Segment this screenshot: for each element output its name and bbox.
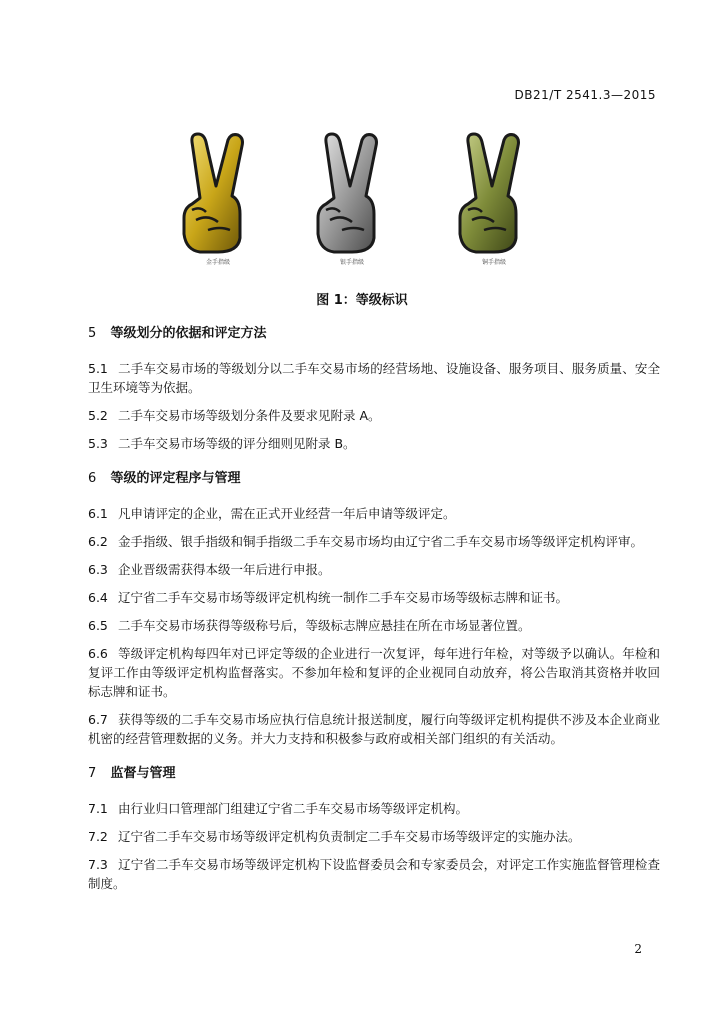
section-title: 监督与管理 — [110, 766, 176, 781]
clause — [88, 799, 660, 818]
clause-text: 凡申请评定的企业，需在正式开业经营一年后申请等级评定。 — [118, 506, 456, 521]
clause-text: 辽宁省二手车交易市场等级评定机构统一制作二手车交易市场等级标志牌和证书。 — [118, 590, 569, 605]
page-number: 2 — [634, 942, 642, 956]
section-heading — [88, 325, 660, 343]
silver-finger-emblem — [312, 130, 392, 270]
section-heading — [88, 765, 660, 783]
clause-number: 5.2 — [88, 408, 108, 423]
clause — [88, 532, 660, 551]
emblem-caption: 金手指级 — [205, 259, 230, 266]
grade-emblems-figure — [0, 130, 724, 280]
document-code: DB21/T 2541.3—2015 — [514, 88, 656, 102]
clause — [88, 827, 660, 846]
clause-number: 6.7 — [88, 712, 108, 727]
clause — [88, 644, 660, 701]
clause-text: 二手车交易市场等级划分条件及要求见附录 A。 — [118, 408, 381, 423]
clause-number: 6.2 — [88, 534, 108, 549]
clause-number: 5.1 — [88, 361, 108, 376]
clause-number: 7.2 — [88, 829, 108, 844]
bronze-finger-emblem — [454, 130, 534, 270]
clause-text: 辽宁省二手车交易市场等级评定机构负责制定二手车交易市场等级评定的实施办法。 — [118, 829, 581, 844]
clause-number: 7.1 — [88, 801, 108, 816]
gold-finger-emblem — [178, 130, 258, 270]
clause-number: 5.3 — [88, 436, 108, 451]
victory-hand-icon — [178, 130, 258, 255]
clause-text: 由行业归口管理部门组建辽宁省二手车交易市场等级评定机构。 — [118, 801, 469, 816]
emblem-caption: 铜手指级 — [481, 259, 506, 266]
clause — [88, 359, 660, 397]
victory-hand-icon — [312, 130, 392, 255]
clause — [88, 406, 660, 425]
figure-caption: 图 1：等级标识 — [316, 293, 408, 308]
clause — [88, 855, 660, 893]
clause-number: 6.1 — [88, 506, 108, 521]
clause-number: 6.5 — [88, 618, 108, 633]
clause-text: 企业晋级需获得本级一年后进行申报。 — [118, 562, 331, 577]
clause — [88, 588, 660, 607]
document-body — [88, 325, 660, 902]
victory-hand-icon — [454, 130, 534, 255]
clause-text: 辽宁省二手车交易市场等级评定机构下设监督委员会和专家委员会，对评定工作实施监督管理检查制度。 — [88, 857, 660, 891]
emblem-caption: 银手指级 — [339, 259, 364, 266]
section-number: 5 — [88, 326, 97, 341]
section-title: 等级的评定程序与管理 — [110, 471, 241, 486]
clause-text: 等级评定机构每四年对已评定等级的企业进行一次复评，每年进行年检，对等级予以确认。年检和复评工作由等级评定机构监督落实。不参加年检和复评的企业视同自动放弃，将公告取消其资格并收回标志牌和证书。 — [88, 646, 660, 699]
clause — [88, 434, 660, 453]
clause-number: 6.3 — [88, 562, 108, 577]
clause — [88, 710, 660, 748]
section-number: 6 — [88, 471, 97, 486]
clause-number: 6.6 — [88, 646, 108, 661]
clause — [88, 616, 660, 635]
clause-number: 6.4 — [88, 590, 108, 605]
clause-text: 二手车交易市场获得等级称号后，等级标志牌应悬挂在所在市场显著位置。 — [118, 618, 531, 633]
section-heading — [88, 470, 660, 488]
clause-text: 二手车交易市场等级的评分细则见附录 B。 — [118, 436, 356, 451]
clause-text: 获得等级的二手车交易市场应执行信息统计报送制度，履行向等级评定机构提供不涉及本企业商业机密的经营管理数据的义务。并大力支持和积极参与政府或相关部门组织的有关活动。 — [88, 712, 660, 746]
clause — [88, 560, 660, 579]
section-title: 等级划分的依据和评定方法 — [110, 326, 267, 341]
section-number: 7 — [88, 766, 97, 781]
clause-number: 7.3 — [88, 857, 108, 872]
clause-text: 金手指级、银手指级和铜手指级二手车交易市场均由辽宁省二手车交易市场等级评定机构评审。 — [118, 534, 644, 549]
clause — [88, 504, 660, 523]
clause-text: 二手车交易市场的等级划分以二手车交易市场的经营场地、设施设备、服务项目、服务质量、安全卫生环境等为依据。 — [88, 361, 660, 395]
